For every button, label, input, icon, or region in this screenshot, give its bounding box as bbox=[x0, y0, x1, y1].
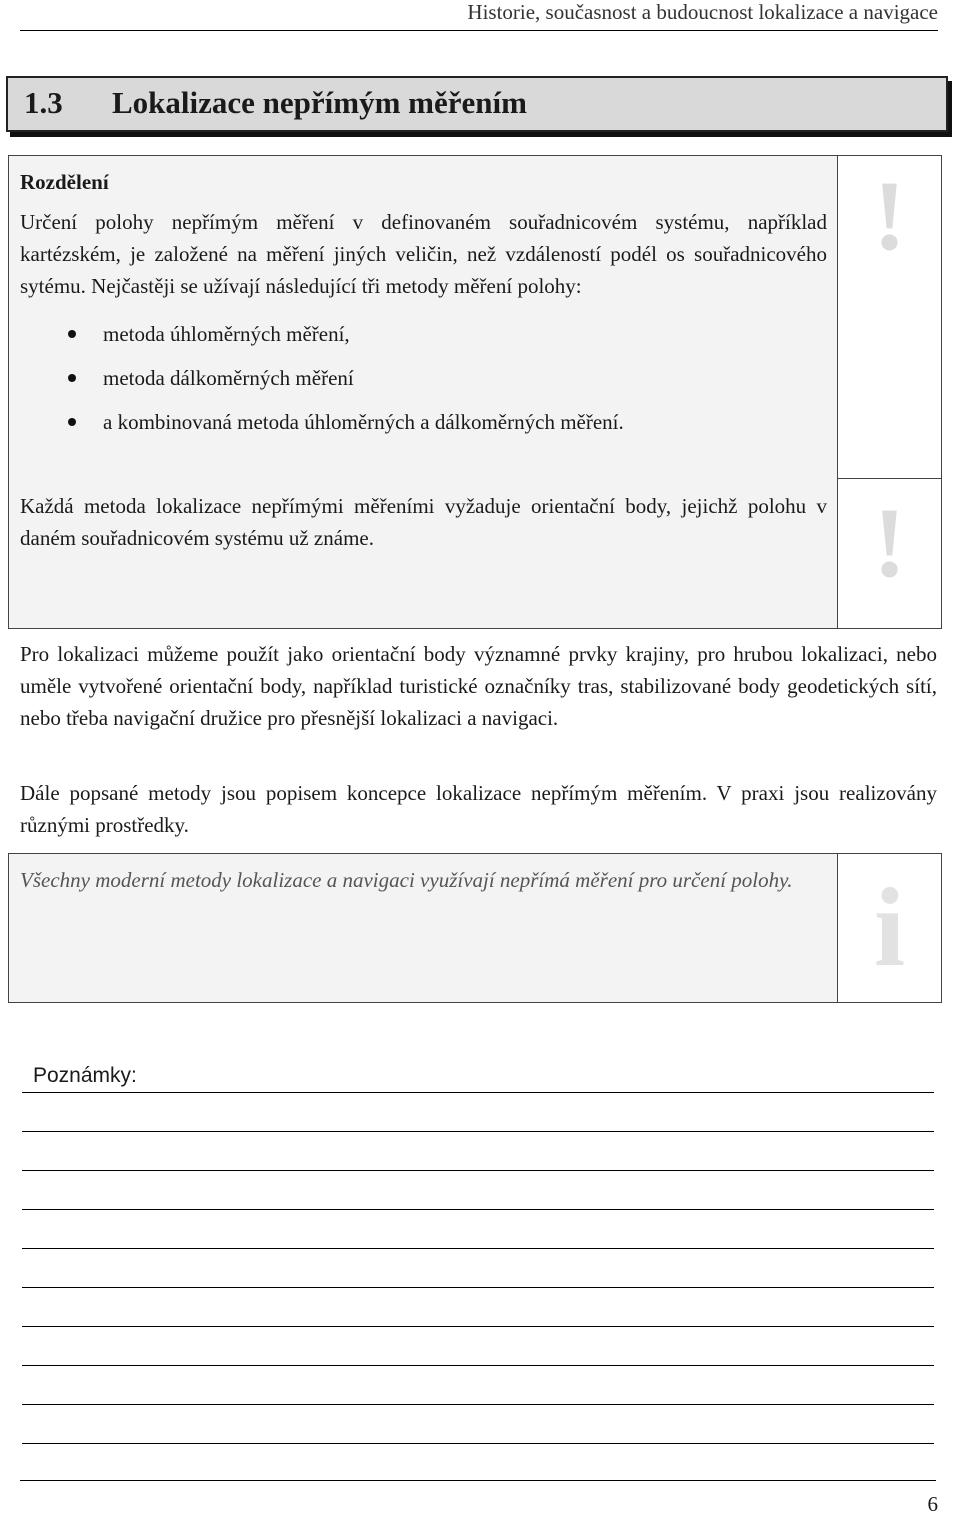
note-line bbox=[22, 1092, 934, 1093]
info-text: Všechny moderní metody lokalizace a navigaci využívají nepřímá měření pro určení polohy. bbox=[20, 868, 793, 892]
note-line bbox=[22, 1287, 934, 1288]
note-line bbox=[22, 1326, 934, 1327]
key-concepts-content bbox=[9, 156, 838, 628]
note-line bbox=[22, 1404, 934, 1405]
section-title-bar bbox=[6, 76, 948, 132]
body-paragraph: Dále popsané metody jsou popisem koncepce lokalizace nepřímým měřením. V praxi jsou realizovány různými prostředky. bbox=[20, 781, 937, 837]
header-rule bbox=[20, 30, 938, 31]
info-box bbox=[8, 853, 942, 1003]
note-line bbox=[22, 1248, 934, 1249]
note-line bbox=[22, 1170, 934, 1171]
info-marker bbox=[838, 854, 941, 1002]
exclamation-icon: ! bbox=[872, 160, 907, 271]
section-title: Lokalizace nepřímým měřením bbox=[112, 85, 527, 120]
note-line bbox=[22, 1365, 934, 1366]
notes-label: Poznámky: bbox=[33, 1064, 137, 1087]
margin-markers bbox=[838, 156, 941, 628]
box-heading: Rozdělení bbox=[20, 170, 109, 194]
note-paragraph: Každá metoda lokalizace nepřímými měřeními vyžaduje orientační body, jejichž polohu v daném souřadnicovém systému už známe. bbox=[20, 494, 827, 550]
methods-list bbox=[20, 312, 827, 444]
note-line bbox=[22, 1209, 934, 1210]
info-icon: i bbox=[873, 866, 906, 990]
list-item: metoda dálkoměrných měření bbox=[20, 356, 827, 400]
page-number: 6 bbox=[927, 1492, 938, 1516]
note-line bbox=[22, 1131, 934, 1132]
list-item: a kombinovaná metoda úhloměrných a dálkoměrných měření. bbox=[20, 400, 827, 444]
footer-rule bbox=[20, 1480, 936, 1481]
intro-paragraph: Určení polohy nepřímým měření v definovaném souřadnicovém systému, například kartézském, je založené na měření jiných veličin, než vzdáleností podél os souřadnicového sytému. Nejčastěji se užívají následující tři metody měření polohy: bbox=[20, 210, 827, 298]
key-concepts-box bbox=[8, 155, 942, 629]
bullet-icon bbox=[68, 418, 76, 426]
info-content bbox=[9, 854, 838, 1002]
exclamation-icon: ! bbox=[872, 487, 907, 598]
bullet-icon bbox=[68, 330, 76, 338]
side-divider bbox=[838, 478, 941, 479]
running-header: Historie, současnost a budoucnost lokalizace a navigace bbox=[467, 0, 938, 24]
list-item: metoda úhloměrných měření, bbox=[20, 312, 827, 356]
body-paragraph: Pro lokalizaci můžeme použít jako orientační body významné prvky krajiny, pro hrubou lokalizaci, nebo uměle vytvořené orientační body, například turistické označníky tras, stabilizované body geodetických sítí, nebo třeba navigační družice pro přesnější lokalizaci a navigaci. bbox=[20, 642, 937, 730]
bullet-icon bbox=[68, 374, 76, 382]
section-number: 1.3 bbox=[24, 85, 63, 120]
note-line bbox=[22, 1443, 934, 1444]
